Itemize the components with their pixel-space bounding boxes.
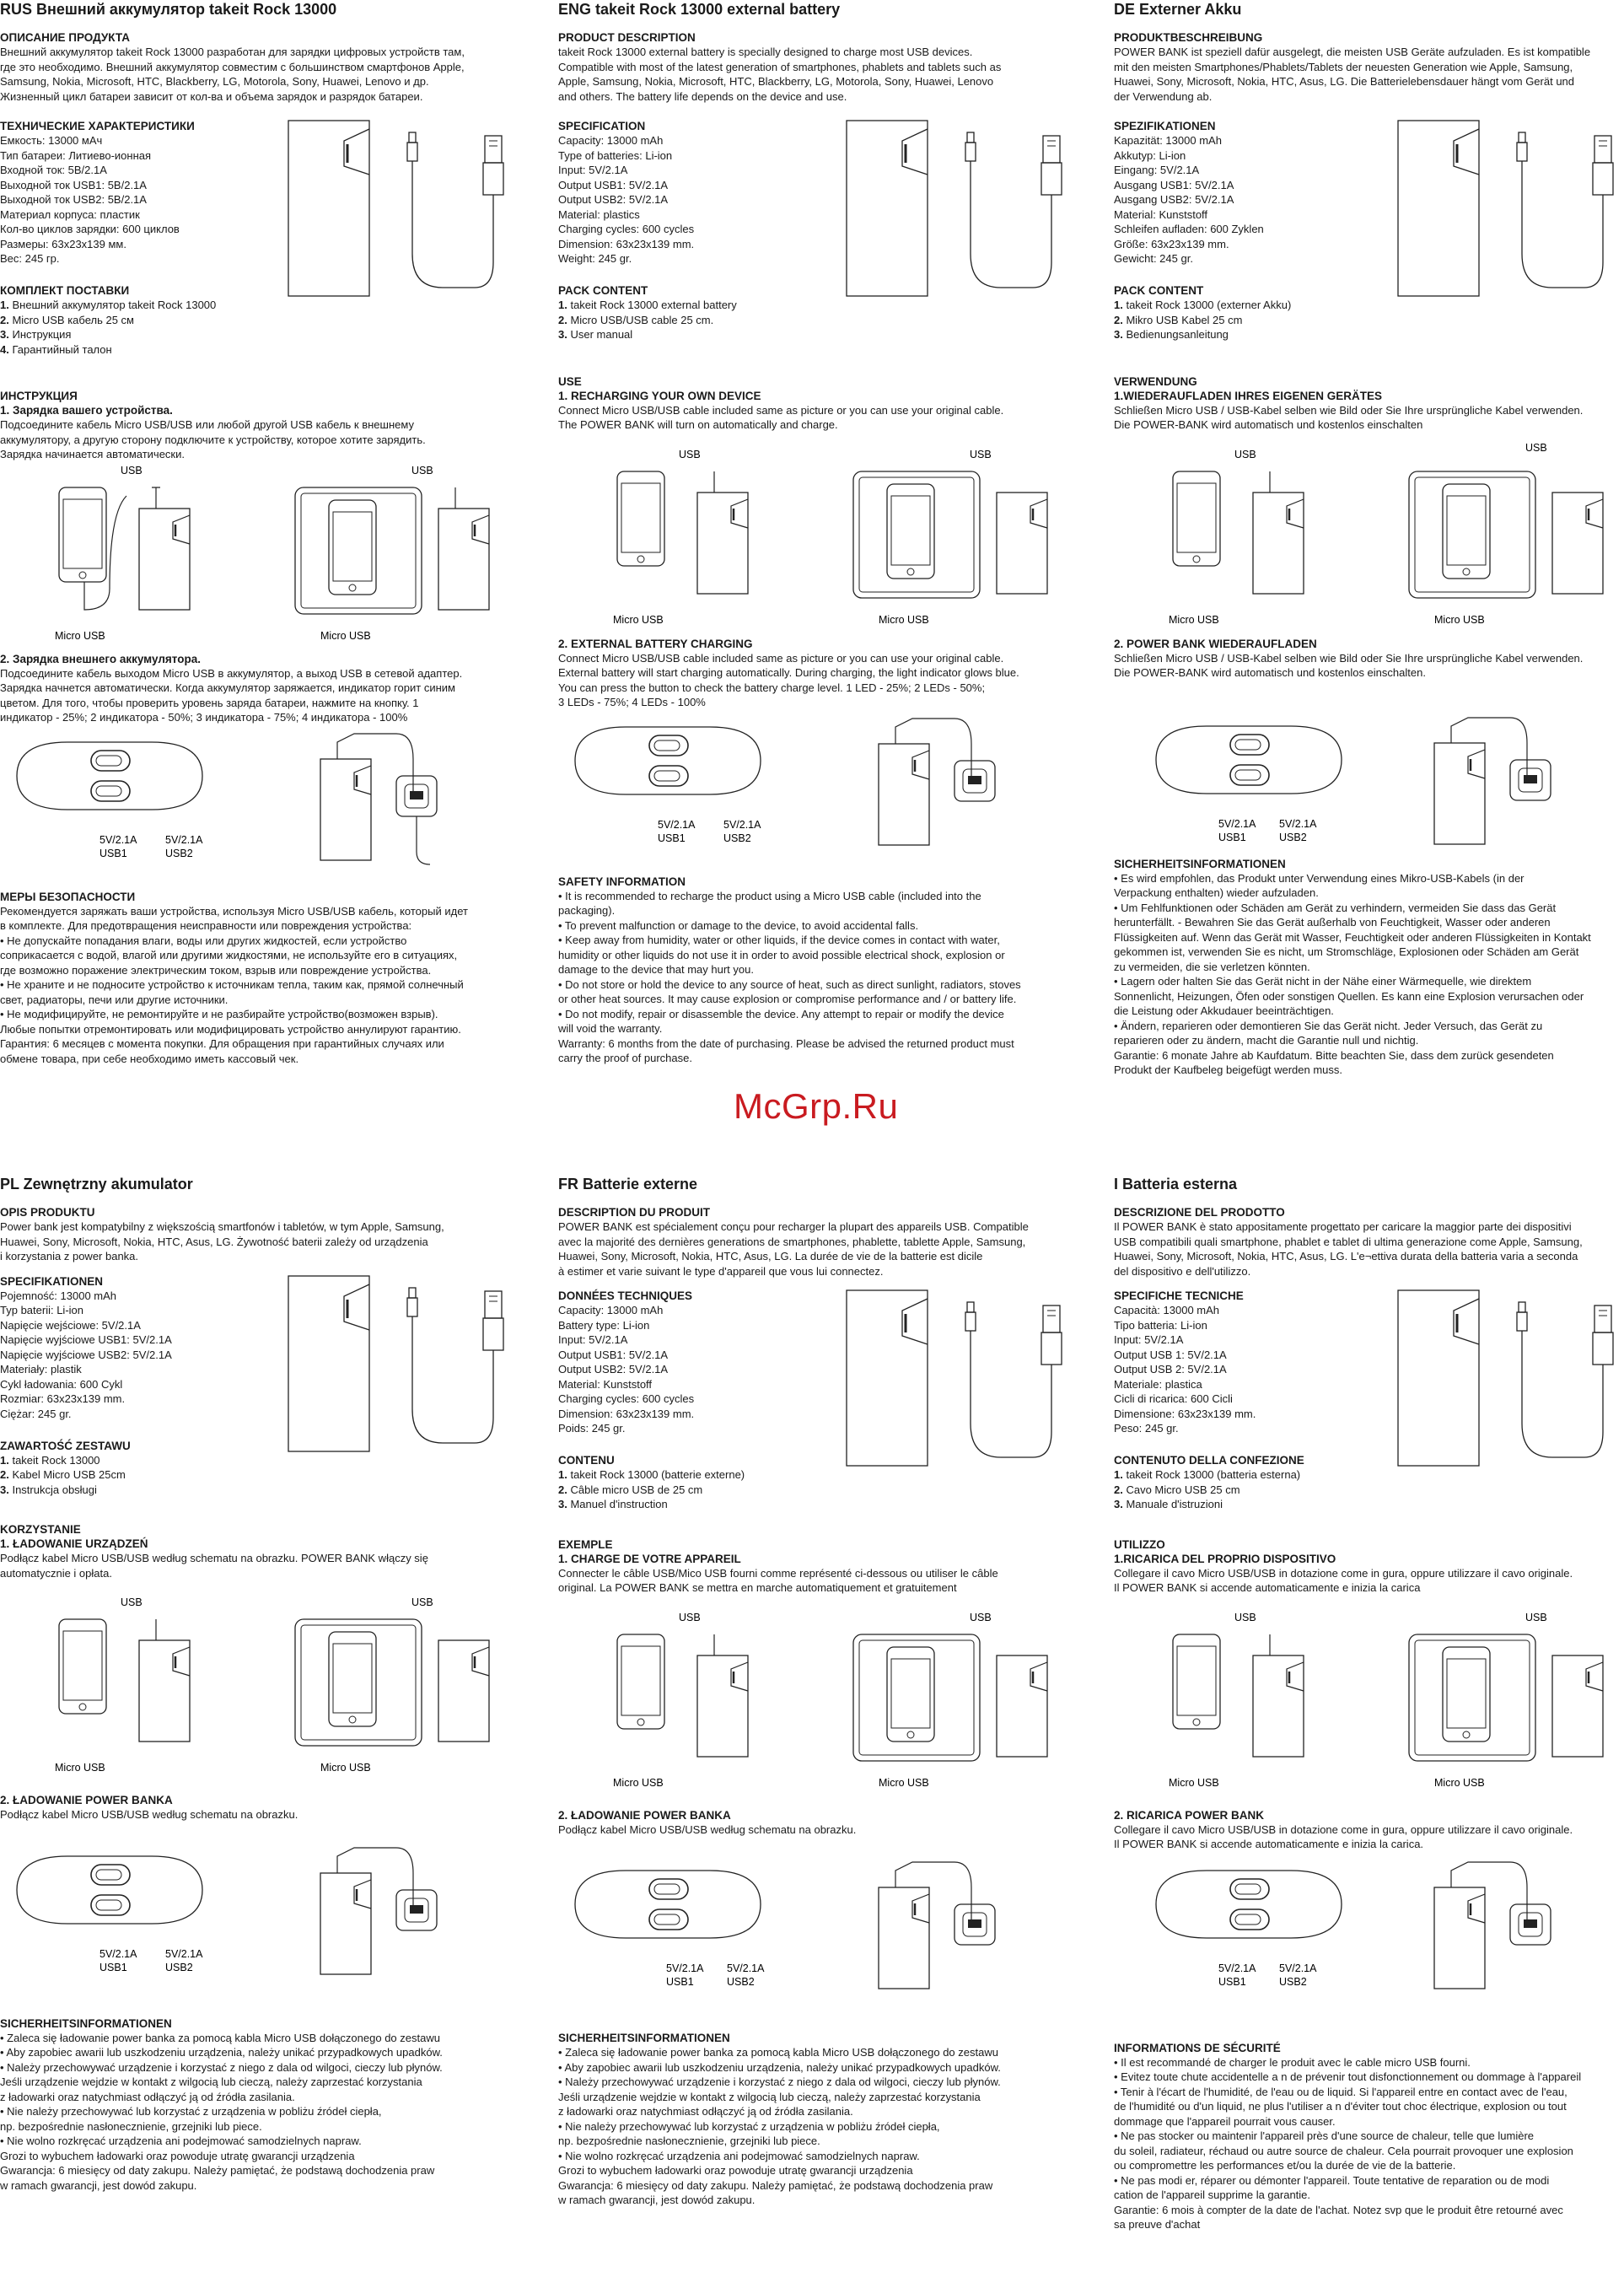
svg-text:Micro USB: Micro USB [1434,1776,1485,1789]
safety-heading: МЕРЫ БЕЗОПАСНОСТИ [0,890,136,903]
list-item: 3. Bedienungsanleitung [1114,328,1229,341]
svg-text:USB1: USB1 [1218,1975,1246,1988]
safety-heading: INFORMATIONS DE SÉCURITÉ [1114,2041,1281,2054]
svg-text:USB: USB [121,1596,143,1608]
svg-text:5V/2.1A: 5V/2.1A [165,1947,203,1960]
svg-text:USB: USB [1234,1611,1256,1623]
safety-heading: SAFETY INFORMATION [558,875,686,888]
spec-text: Capacity: 13000 mAh Battery type: Li-ion Input: 5V/2.1A Output USB1: 5V/2.1A Output USB2: 5V/2.1A Material: Kunststoff Charging cycles: 600 cycles Dimension: 63x23x139 mm. Poids: 245 gr. [558,1304,695,1435]
powerbank-charging-diagram [0,1839,514,2016]
description-heading: ОПИСАНИЕ ПРОДУКТА [0,31,131,44]
list-item: 3. User manual [558,328,633,341]
use2-text: Podłącz kabel Micro USB/USB według schematu na obrazku. [558,1822,857,1836]
section-title: ENG takeit Rock 13000 external battery [558,1,841,18]
section-title: FR Batterie externe [558,1176,698,1192]
section-fr [558,1175,1073,2208]
spec-text: Capacity: 13000 mAh Type of batteries: Li-ion Input: 5V/2.1A Output USB1: 5V/2.1A Output USB2: 5V/2.1A Material: plastics Charging cycles: 600 cycles Dimension: 63x23x139 mm. Weight: 245 gr. [558,134,695,265]
svg-text:Micro USB: Micro USB [879,1776,929,1789]
list-item: 2. Câble micro USB de 25 cm [558,1483,703,1496]
powerbank-cable-illustration [287,1274,514,1456]
svg-text:5V/2.1A: 5V/2.1A [666,1962,704,1974]
watermark: McGrp.Ru [734,1086,899,1126]
pack-list [558,298,1073,342]
safety-text: • Es wird empfohlen, das Produkt unter Verwendung eines Mikro-USB-Kabels (in der Verpackung enthalten) wieder aufzuladen. • Um Fehlfunktionen oder Schäden am Gerät zu verhindern, vermeiden Sie dass das Gerät herunterfällt. - Bewahren Sie das Gerät außerhalb von Feuchtigkeit, Wasser oder anderen Flüssigkeiten auf. Wenn das Gerät mit Wasser, Feuchtigkeit oder anderen Flüssigkeiten in Kontakt gekommen ist, verwenden Sie es nicht, um Stromschläge, Explosionen oder Schäden am Gerät zu vermeiden, die sie verletzen könnten. • Lagern oder halten Sie das Gerät nicht in der Nähe einer Wärmequelle, wie direktem Sonnenlicht, Heizungen, Öfen oder sonstigen Quellen. Es kann eine Explosion verursachen oder die Leistung oder Akkudauer beeinträchtigen. • Ändern, reparieren oder demontieren Sie das Gerät nicht. Jeder Versuch, das Gerät zu reparieren oder zu ändern, macht die Garantie null und nichtig. Garantie: 6 monate Jahre ab Kaufdatum. Bitte beachten Sie, dass dem zurück gesendeten Produkt der Kaufbeleg beigefügt werden muss. [1114,871,1591,1076]
use-heading: VERWENDUNG [1114,374,1197,388]
pack-heading: КОМПЛЕКТ ПОСТАВКИ [0,284,130,297]
spec-heading: SPEZIFIKATIONEN [1114,120,1216,132]
use2-text: Подсоедините кабель выходом Micro USB в аккумулятор, а выход USB в сетевой адаптер. Зарядка начнется автоматически. Когда аккумулятор заряжается, индикатор горит синим цветом. Для того, чтобы проверить уровень заряда батареи, нажмите на кнопку. 1 индикатор - 25%; 2 индикатора - 50%; 3 индикатора - 75%; 4 индикатора - 100% [0,666,463,724]
pack-list [0,298,514,357]
micro-usb-label: Micro USB [55,629,105,642]
powerbank-charging-diagram [0,725,514,881]
pack-heading: PACK CONTENT [558,284,648,297]
section-title: DE Externer Akku [1114,1,1242,18]
powerbank-charging-diagram [1114,709,1624,865]
list-item: 1. takeit Rock 13000 [0,1453,100,1467]
safety-text: • Il est recommandé de charger le produit avec le cable micro USB fourni. • Evitez toute chute accidentelle a n de prévenir tout disfonctionnement ou dommage à l'appareil • Tenir à l'écart de l'humidité, de l'eau ou de liquid. Si l'appareil entre en contact avec de l'eau, de l'humidité ou d'un liquid, ne plus l'utiliser a n d'éviter tout choc électrique, explosion ou tout dommage que l'appareil pourrait vous causer. • Ne pas stocker ou maintenir l'appareil près d'une source de chaleur, telle que lumière du soleil, radiateur, réchaud ou autre source de chaleur. Cela pourrait provoquer une explosion ou compromettre les performances et/ou la durée de vie de la batterie. • Ne pas modi er, réparer ou démonter l'appareil. Toute tentative de reparation ou de modi cation de l'appareil supprime la garantie. Garantie: 6 mois à compter de la date de l'achat. Notez svp que le produit être retourné avec sa preuve d'achat [1114,2055,1582,2231]
device-charging-diagram [0,462,514,643]
list-item: 3. Manuale d'istruzioni [1114,1498,1223,1510]
svg-text:USB2: USB2 [727,1976,755,1988]
powerbank-cable-illustration [845,119,1073,300]
svg-text:5V/2.1A: 5V/2.1A [1218,1962,1256,1974]
description-text: Power bank jest kompatybilny z większością smartfonów i tabletów, w tym Apple, Samsung, Huawei, Sony, Microsoft, Nokia, HTC, Asus, LG. Żywotność baterii zależy od urządzenia i korzystania z power banka. [0,1220,444,1262]
svg-text:Micro USB: Micro USB [320,1762,371,1774]
use2-text: Schließen Micro USB / USB-Kabel selben wie Bild oder Sie Ihre ursprüngliche Kabel verwenden. Die POWER-BANK wird automatisch und kostenlos einschalten. [1114,651,1584,679]
svg-text:USB: USB [411,1596,433,1608]
description-text: Внешний аккумулятор takeit Rock 13000 разработан для зарядки цифровых устройств там, где это необходимо. Внешний аккумулятор совместим с большинством смартфонов Apple, Samsung, Nokia, Microsoft, HTC, Blackberry, LG, Motorola, Sony, Huawei, Lenovo и др. Жизненный цикл батареи зависит от кол-ва и объема зарядок и разрядок батареи. [0,46,465,103]
spec-text: Pojemność: 13000 mAh Typ baterii: Li-ion Napięcie wejściowe: 5V/2.1A Napięcie wyjściowe USB1: 5V/2.1A Napięcie wyjściowe USB2: 5V/2.1A Materiały: plastik Cykl ładowania: 600 Cykl Rozmiar: 63x23x139 mm. Ciężar: 245 gr. [0,1289,172,1420]
svg-text:5V/2.1A: 5V/2.1A [1279,817,1317,830]
list-item: 3. Инструкция [0,328,72,341]
use-heading: ИНСТРУКЦИЯ [0,390,78,402]
powerbank-charging-diagram [1114,1854,1624,2031]
svg-text:Micro USB: Micro USB [1169,1776,1219,1789]
use2-heading: 2. Зарядка внешнего аккумулятора. [0,652,201,665]
section-title: I Batteria esterna [1114,1176,1238,1192]
safety-heading: SICHERHEITSINFORMATIONEN [0,2016,172,2030]
usb-label: USB [121,464,143,476]
use-heading: USE [558,374,582,388]
list-item: 3. Manuel d'instruction [558,1498,668,1510]
list-item: 2. Cavo Micro USB 25 cm [1114,1483,1240,1496]
safety-text: • Zaleca się ładowanie power banka za pomocą kabla Micro USB dołączonego do zestawu • Aby zapobiec awarii lub uszkodzeniu urządzenia, należy unikać przypadkowych upadków. • Należy przechowywać urządzenie i korzystać z niego z dala od wilgoci, cieczy lub płynów. Jeśli urządzenie wejdzie w kontakt z wilgocią lub cieczą, należy zaprzestać korzystania z ładowarki oraz natychmiast odłączyć ją od źródła zasilania. • Nie należy przechowywać lub korzystać z urządzenia w pobliżu źródeł ciepła, np. bezpośrednie nasłonecznienie, grzejniki lub piece. • Nie wolno rozkręcać urządzenia ani podejmować samodzielnych napraw. Grozi to wybuchem ładowarki oraz powoduje utratę gwarancji urządzenia Gwarancja: 6 miesięcy od daty zakupu. Należy pamiętać, że podstawą dochodzenia praw w ramach gwarancji, jest dowód zakupu. [0,2031,443,2192]
description-text: takeit Rock 13000 external battery is specially designed to charge most USB devices. Compatible with most of the latest generation of smartphones, phablets and tablets such as Apple, Samsung, Nokia, Microsoft, HTC, Blackberry, LG, Motorola, Sony, Huawei, Lenovo and others. The battery life depends on the device and use. [558,46,1002,103]
spec-text: Capacità: 13000 mAh Tipo batteria: Li-ion Input: 5V/2.1A Output USB 1: 5V/2.1A Output USB 2: 5V/2.1A Materiale: plastica Cicli di ricarica: 600 Cicli Dimensione: 63x23x139 mm. Peso: 245 gr. [1114,1304,1256,1435]
device-charging-diagram [558,433,1073,628]
svg-text:USB1: USB1 [1218,831,1246,843]
description-heading: DESCRIZIONE DEL PRODOTTO [1114,1206,1285,1219]
powerbank-cable-illustration [287,119,514,300]
svg-text:Micro USB: Micro USB [613,613,664,626]
spec-text: Kapazität: 13000 mAh Akkutyp: Li-ion Eingang: 5V/2.1A Ausgang USB1: 5V/2.1A Ausgang USB2: 5V/2.1A Material: Kunststoff Schleifen aufladen: 600 Zyklen Größe: 63x23x139 mm. Gewicht: 245 gr. [1114,134,1264,265]
svg-text:5V/2.1A: 5V/2.1A [658,818,696,831]
use2-heading: 2. POWER BANK WIEDERAUFLADEN [1114,637,1317,650]
powerbank-cable-illustration [845,1289,1073,1470]
device-charging-diagram [558,1596,1073,1791]
svg-text:USB: USB [1525,441,1547,454]
list-item: 2. Kabel Micro USB 25cm [0,1468,126,1481]
spec-heading: SPECIFICHE TECNICHE [1114,1289,1244,1302]
use-heading: EXEMPLE [558,1537,613,1551]
use2-heading: 2. ŁADOWANIE POWER BANKA [0,1794,173,1806]
use-heading: UTILIZZO [1114,1537,1165,1551]
spec-text: Емкость: 13000 мАч Тип батареи: Литиево-ионная Входной ток: 5В/2.1А Выходной ток USB1: 5В/2.1А Выходной ток USB2: 5В/2.1А Материал корпуса: пластик Кол-во циклов зарядки: 600 циклов Размеры: 63х23х139 мм. Вес: 245 гр. [0,134,180,265]
pack-heading: CONTENUTO DELLA CONFEZIONE [1114,1454,1304,1467]
section-de [1114,0,1624,1078]
pack-heading: PACK CONTENT [1114,284,1204,297]
safety-text: • Zaleca się ładowanie power banka za pomocą kabla Micro USB dołączonego do zestawu • Aby zapobiec awarii lub uszkodzeniu urządzenia, należy unikać przypadkowych upadków. • Należy przechowywać urządzenie i korzystać z niego z dala od wilgoci, cieczy lub płynów. Jeśli urządzenie wejdzie w kontakt z wilgocią lub cieczą, należy zaprzestać korzystania z ładowarki oraz natychmiast odłączyć ją od źródła zasilania. • Nie należy przechowywać lub korzystać z urządzenia w pobliżu źródeł ciepła, np. bezpośrednie nasłonecznienie, grzejniki lub piece. • Nie wolno rozkręcać urządzenia ani podejmować samodzielnych napraw. Grozi to wybuchem ładowarki oraz powoduje utratę gwarancji urządzenia Gwarancja: 6 miesięcy od daty zakupu. Należy pamiętać, że podstawą dochodzenia praw w ramach gwarancji, jest dowód zakupu. [558,2046,1001,2206]
svg-text:5V/2.1A: 5V/2.1A [727,1962,765,1974]
list-item: 1. takeit Rock 13000 external battery [558,299,737,311]
svg-text:USB2: USB2 [1279,1975,1307,1988]
use1-heading: 1. ŁADOWANIE URZĄDZEŃ [0,1537,148,1550]
section-ru [0,0,514,1066]
svg-text:5V/2.1A: 5V/2.1A [165,833,203,846]
svg-text:5V/2.1A: 5V/2.1A [1218,817,1256,830]
list-item: 1. takeit Rock 13000 (batterie externe) [558,1468,745,1481]
svg-text:USB: USB [679,448,701,460]
svg-text:Micro USB: Micro USB [1434,613,1485,626]
use1-heading: 1. RECHARGING YOUR OWN DEVICE [558,389,761,402]
svg-text:USB: USB [970,448,992,460]
powerbank-charging-diagram [558,1854,1073,2031]
section-it [1114,1175,1624,2232]
use1-text: Подсоедините кабель Micro USB/USB или любой другой USB кабель к внешнему аккумулятору, а другую сторону подключите к устройству, которое хотите зарядить. Зарядка начинается автоматически. [0,418,426,460]
pack-list [1114,1467,1624,1512]
description-heading: PRODUCT DESCRIPTION [558,31,696,44]
svg-text:USB2: USB2 [165,847,193,859]
powerbank-charging-diagram [558,710,1073,866]
description-heading: DESCRIPTION DU PRODUIT [558,1206,711,1219]
svg-text:USB: USB [679,1611,701,1623]
spec-heading: ТЕХНИЧЕСКИЕ ХАРАКТЕРИСТИКИ [0,120,195,132]
svg-text:5V/2.1A: 5V/2.1A [1279,1962,1317,1974]
use1-text: Podłącz kabel Micro USB/USB według schematu na obrazku. POWER BANK włączy się automatycznie i opłata. [0,1552,428,1580]
use1-text: Connect Micro USB/USB cable included same as picture or you can use your original cable. The POWER BANK will turn on automatically and charge. [558,403,1004,431]
pack-list [558,1467,1073,1512]
svg-text:5V/2.1A: 5V/2.1A [99,833,137,846]
svg-text:Micro USB: Micro USB [879,613,929,626]
pack-heading: CONTENU [558,1454,615,1467]
device-charging-diagram [1114,1596,1624,1791]
use1-heading: 1. Зарядка вашего устройства. [0,404,173,417]
svg-text:USB1: USB1 [99,847,127,859]
device-charging-diagram [1114,433,1624,628]
svg-text:USB1: USB1 [666,1976,694,1988]
safety-text: Рекомендуется заряжать ваши устройства, используя Micro USB/USB кабель, который идет в комплекте. Для предотвращения неисправности или повреждения устройства: • Не допускайте попадания влаги, воды или других жидкостей, если устройство соприкасается с водой, влагой или другими жидкостями, не используйте его в ситуациях, где возможно поражение электрическим током, взрыв или повреждение устройства. • Не храните и не подносите устройство к источникам тепла, таким как, прямой солнечный свет, радиаторы, печи или другие источники. • Не модифицируйте, не ремонтируйте и не разбирайте устройство(возможен взрыв). Любые попытки отремонтировать или модифицировать устройство аннулируют гарантию. Гарантия: 6 месяцев с момента покупки. Для обращения при гарантийных случаях или обмене товара, при себе необходимо иметь кассовый чек. [0,904,468,1065]
use2-text: Connect Micro USB/USB cable included same as picture or you can use your original cable. External battery will start charging automatically. During charging, the light indicator glows blue. You can press the button to check the battery charge level. 1 LED - 25%; 2 LEDs - 50%; 3 LEDs - 75%; 4 LEDs - 100% [558,651,1019,708]
use-heading: KORZYSTANIE [0,1523,81,1536]
use1-heading: 1.RICARICA DEL PROPRIO DISPOSITIVO [1114,1552,1336,1565]
use1-text: Connecter le câble USB/Mico USB fourni comme représenté ci-dessous ou utiliser le câble original. La POWER BANK se mettra en marche automatiquement et gratuitement [558,1566,998,1594]
list-item: 4. Гарантийный талон [0,342,112,356]
powerbank-cable-illustration [1396,119,1624,300]
list-item: 1. takeit Rock 13000 (externer Akku) [1114,299,1292,311]
pack-list [1114,298,1624,342]
use1-text: Collegare il cavo Micro USB/USB in dotazione come in gura, oppure utilizzare il cavo originale. Il POWER BANK si accende automaticamente e inizia la carica [1114,1566,1573,1594]
svg-text:USB2: USB2 [723,832,751,844]
use2-heading: 2. EXTERNAL BATTERY CHARGING [558,637,753,650]
list-item: 3. Instrukcja obsługi [0,1483,97,1496]
section-en [558,0,1073,1066]
svg-text:USB1: USB1 [99,1961,127,1973]
list-item: 1. takeit Rock 13000 (batteria esterna) [1114,1468,1301,1481]
svg-text:5V/2.1A: 5V/2.1A [99,1947,137,1960]
description-text: POWER BANK est spécialement conçu pour recharger la plupart des appareils USB. Compatible avec la majorité des dernières generations de smartphones, phablette, tablette Apple, Samsung, Huawei, Sony, Microsoft, Nokia, HTC, Asus, LG. La durée de vie de la batterie est dicile à estimer et varie suivant le type d'appareil que vous lui connectez. [558,1220,1029,1278]
device-charging-diagram [0,1580,514,1776]
list-item: 2. Micro USB/USB cable 25 cm. [558,313,714,326]
description-heading: PRODUKTBESCHREIBUNG [1114,31,1263,44]
svg-text:USB: USB [1234,448,1256,460]
svg-text:5V/2.1A: 5V/2.1A [723,818,761,831]
svg-text:Micro USB: Micro USB [55,1762,105,1774]
svg-text:Micro USB: Micro USB [613,1776,664,1789]
spec-heading: DONNÉES TECHNIQUES [558,1289,693,1302]
description-text: POWER BANK ist speziell dafür ausgelegt, die meisten USB Geräte aufzuladen. Es ist kompatible mit den meisten Smartphones/Phablets/Tablets der neuesten Generation wie Apple, Samsung, Huawei, Sony, Microsoft, Nokia, HTC, Asus, LG. Die Batterielebensdauer hängt vom Gerät und der Verwendung ab. [1114,46,1591,103]
svg-text:USB2: USB2 [165,1961,193,1973]
safety-text: • It is recommended to recharge the product using a Micro USB cable (included into the packaging). • To prevent malfunction or damage to the device, to avoid accidental falls. • Keep away from humidity, water or other liquids, if the device comes in contact with water, humidity or other liquids do not use it in order to avoid possible electrical shock, explosion or damage to the device that may hurt you. • Do not store or hold the device to any source of heat, such as direct sunlight, radiators, stoves or other heat sources. It may cause explosion or compromise performance and / or battery life. • Do not modify, repair or disassemble the device. Any attempt to repair or modify the device will void the warranty. Warranty: 6 months from the date of purchasing. Please be advised the returned product must carry the proof of purchase. [558,889,1021,1064]
use2-text: Collegare il cavo Micro USB/USB in dotazione come in gura, oppure utilizzare il cavo originale. Il POWER BANK si accende automaticamente e inizia la carica. [1114,1822,1573,1850]
spec-heading: SPECIFICATION [558,120,646,132]
list-item: 1. Внешний аккумулятор takeit Rock 13000 [0,299,217,311]
micro-usb-label: Micro USB [320,629,371,642]
use1-text: Schließen Micro USB / USB-Kabel selben wie Bild oder Sie Ihre ursprüngliche Kabel verwenden. Die POWER-BANK wird automatisch und kostenlos einschalten [1114,403,1584,431]
use2-text: Podłącz kabel Micro USB/USB według schematu na obrazku. [0,1808,298,1821]
pack-heading: ZAWARTOŚĆ ZESTAWU [0,1439,131,1452]
svg-text:USB2: USB2 [1279,831,1307,843]
section-pl [0,1175,514,2193]
use1-heading: 1. CHARGE DE VOTRE APPAREIL [558,1552,741,1565]
use1-heading: 1.WIEDERAUFLADEN IHRES EIGENEN GERÄTES [1114,389,1383,402]
svg-text:Micro USB: Micro USB [1169,613,1219,626]
svg-text:USB: USB [1525,1611,1547,1623]
description-text: Il POWER BANK è stato appositamente progettato per caricare la maggior parte dei dispositivi USB compatibili quali smartphone, phablet e tablet di ultima generazione come Apple, Samsung, Huawei, Sony, Microsoft, Nokia, HTC, Asus, LG. L'e¬ettiva durata della batteria varia a seconda del dispositivo e dell'utilizzo. [1114,1220,1583,1278]
usb-label: USB [411,464,433,476]
list-item: 2. Micro USB кабель 25 см [0,313,134,326]
use2-heading: 2. RICARICA POWER BANK [1114,1808,1265,1822]
spec-heading: SPECIFIKATIONEN [0,1274,104,1288]
list-item: 2. Mikro USB Kabel 25 cm [1114,313,1243,326]
section-title: RUS Внешний аккумулятор takeit Rock 13000 [0,1,337,18]
section-title: PL Zewnętrzny akumulator [0,1176,193,1192]
safety-heading: SICHERHEITSINFORMATIONEN [1114,857,1286,870]
safety-heading: SICHERHEITSINFORMATIONEN [558,2032,730,2044]
use2-heading: 2. ŁADOWANIE POWER BANKA [558,1808,731,1822]
description-heading: OPIS PRODUKTU [0,1206,95,1219]
svg-text:USB: USB [970,1611,992,1623]
svg-text:USB1: USB1 [658,832,686,844]
pack-list [0,1453,514,1498]
powerbank-cable-illustration [1396,1289,1624,1470]
